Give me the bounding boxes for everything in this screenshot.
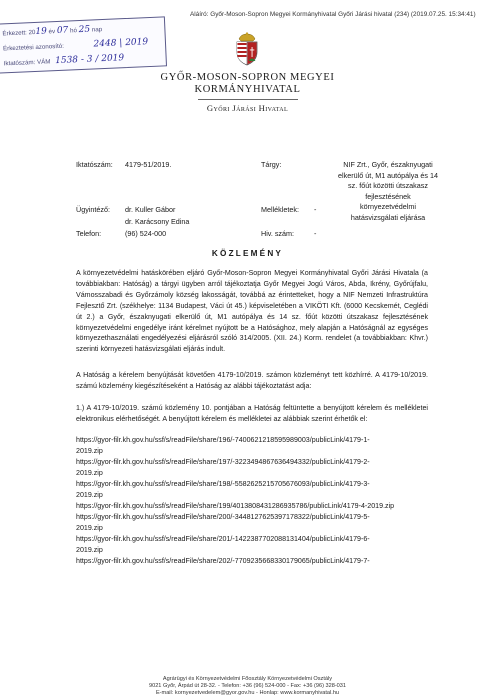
stamp-received-day: 25	[78, 24, 91, 36]
electronic-signature-line: Aláíró: Győr-Moson-Sopron Megyei Kormányhivatal Győri Járási hivatal (234) (2019.07.25. 15:34:41)	[190, 11, 476, 18]
ugyintezo-label: Ügyintéző:	[76, 205, 110, 214]
ugyintezo-value-1: dr. Kuller Gábor	[125, 205, 176, 214]
received-stamp	[0, 16, 167, 73]
stamp-id-row	[3, 37, 148, 53]
stamp-file-label: Iktatószám: VÁM	[3, 58, 51, 68]
stamp-received-month: 07	[56, 25, 69, 37]
stamp-ev-label: év	[48, 28, 56, 36]
file-link[interactable]: https://gyor-filr.kh.gov.hu/ssf/s/readFile/share/196/-7400621218595989003/publicLink/4179-1-	[76, 436, 370, 444]
targy-line: hatásvizsgálati eljárása	[350, 212, 426, 222]
targy-line: sz. főút közötti útszakasz	[348, 181, 428, 191]
footer-address: 9021 Győr, Árpád út 28-32. - Telefon: +36 (96) 524-000 - Fax: +36 (96) 328-031	[148, 683, 347, 689]
file-link[interactable]: https://gyor-filr.kh.gov.hu/ssf/s/readFile/share/197/-3223494867636494332/publicLink/4179-2-	[76, 458, 370, 466]
body-paragraph-3: 1.) A 4179-10/2019. számú közlemény 10. pontjában a Hatóság feltüntette a benyújtott kérelem és mellékletei elektronikus elérhetőségét. A benyújtott kérelem és mellékletei az alábbiak szerint érhetők el:	[76, 404, 428, 423]
document-heading: KÖZLEMÉNY	[211, 249, 284, 258]
body-paragraph-2: A Hatóság a kérelem benyújtását követően 4179-10/2019. számon közleményt tett közhírré. A 4179-10/2019. számú közlemény kiegészítéseként a Hatóság az alábbi tájékoztatást adja:	[76, 371, 428, 390]
footer-department: Agrárügyi és Környezetvédelmi Főosztály Környezetvédelmi Osztály	[162, 676, 333, 682]
stamp-received-label: Érkezett: 20	[2, 28, 36, 38]
footer-contact: E-mail: kornyezetvedelem@gyor.gov.hu - Honlap: www.kormanyhivatal.hu	[155, 690, 340, 696]
header-divider	[198, 99, 298, 100]
targy-value	[318, 160, 458, 224]
stamp-received-year: 19	[35, 26, 48, 37]
file-link[interactable]: 2019.zip	[76, 447, 103, 455]
targy-line: elkerülő út, M1 autópálya és 14	[338, 170, 438, 180]
stamp-file-value: 1538 - 3 / 2019	[54, 53, 125, 67]
targy-label: Tárgy:	[261, 160, 282, 169]
file-link[interactable]: 2019.zip	[76, 469, 103, 477]
hiv-szam-label: Hiv. szám:	[261, 229, 295, 238]
file-link[interactable]: 2019.zip	[76, 546, 103, 554]
body-paragraph-1: A környezetvédelmi hatáskörében eljáró Győr-Moson-Sopron Megyei Kormányhivatal Győri Járási Hivatala (a továbbiakban: Hatóság) a tárgyi ügyben arról tájékoztatja Győr Megyei Jogú Város, Abda, Ikrény, Győrújfalu, Vámosszabadi és Győrzámoly község lakosságát, továbbá az érintetteket, hogy a NIF Nemzeti Infrastruktúra Fejlesztő Zrt. (székhelye: 1134 Budapest, Váci út 45.) képviseletében a VIKÖTI Kft. (6000 Kecskemét, Ceglédi út 2.) a Győr, északnyugati elkerülő út, M1 autópálya és 14 sz. főút közötti útszakasz fejlesztésének környezetvédelmi engedélye iránt kérelmet nyújtott be a Hatósághoz, mely alapján a Hatóságnál az egységes környezethasználati engedélyezési eljárásról szóló 314/2005. (XII. 24.) Korm. rendelet (a továbbiakban: Khvr.) szerinti környezeti hatásvizsgálati eljárás indult.	[76, 269, 428, 354]
file-link[interactable]: 2019.zip	[76, 524, 103, 532]
stamp-id-label: Érkeztetési azonosító:	[2, 42, 65, 53]
file-link[interactable]: https://gyor-filr.kh.gov.hu/ssf/s/readFile/share/201/-1422387702088131404/publicLink/4179-6-	[76, 535, 370, 543]
coat-of-arms-icon	[232, 32, 262, 66]
ugyintezo-value-2: dr. Karácsony Edina	[125, 217, 190, 226]
file-link[interactable]: https://gyor-filr.kh.gov.hu/ssf/s/readFile/share/200/-3448127625397178322/publicLink/4179-5-	[76, 513, 370, 521]
targy-line: NIF Zrt., Győr, északnyugati	[343, 160, 433, 169]
targy-line: környezetvédelmi	[360, 202, 416, 212]
stamp-ho-label: hó	[69, 27, 78, 35]
mellekletek-value: -	[314, 205, 317, 214]
hiv-szam-value: -	[314, 229, 317, 238]
org-name-line2: KORMÁNYHIVATAL	[194, 84, 301, 95]
stamp-id-value: 2448 | 2019	[93, 37, 149, 50]
stamp-received-row	[2, 24, 102, 38]
targy-line: fejlesztésének	[365, 191, 411, 201]
org-name-line1: GYŐR-MOSON-SOPRON MEGYEI	[160, 72, 335, 83]
file-link[interactable]: https://gyor-filr.kh.gov.hu/ssf/s/readFile/share/198/-5582625215705676093/publicLink/4179-3-	[76, 480, 370, 488]
file-link[interactable]: https://gyor-filr.kh.gov.hu/ssf/s/readFile/share/202/-7709235668330179065/publicLink/4179-7-	[76, 557, 370, 565]
iktatoszam-label: Iktatószám:	[76, 160, 113, 169]
telefon-label: Telefon:	[76, 229, 102, 238]
org-name-line3: Győri Járási Hivatal	[206, 103, 289, 113]
stamp-file-row	[4, 53, 125, 68]
file-link[interactable]: 2019.zip	[76, 491, 103, 499]
stamp-nap-label: nap	[91, 26, 103, 34]
iktatoszam-value: 4179-51/2019.	[125, 160, 172, 169]
telefon-value: (96) 524-000	[125, 229, 167, 238]
file-link[interactable]: https://gyor-filr.kh.gov.hu/ssf/s/readFile/share/199/4013808431286935786/publicLink/4179-4-2019.zip	[76, 502, 395, 510]
mellekletek-label: Mellékletek:	[261, 205, 299, 214]
